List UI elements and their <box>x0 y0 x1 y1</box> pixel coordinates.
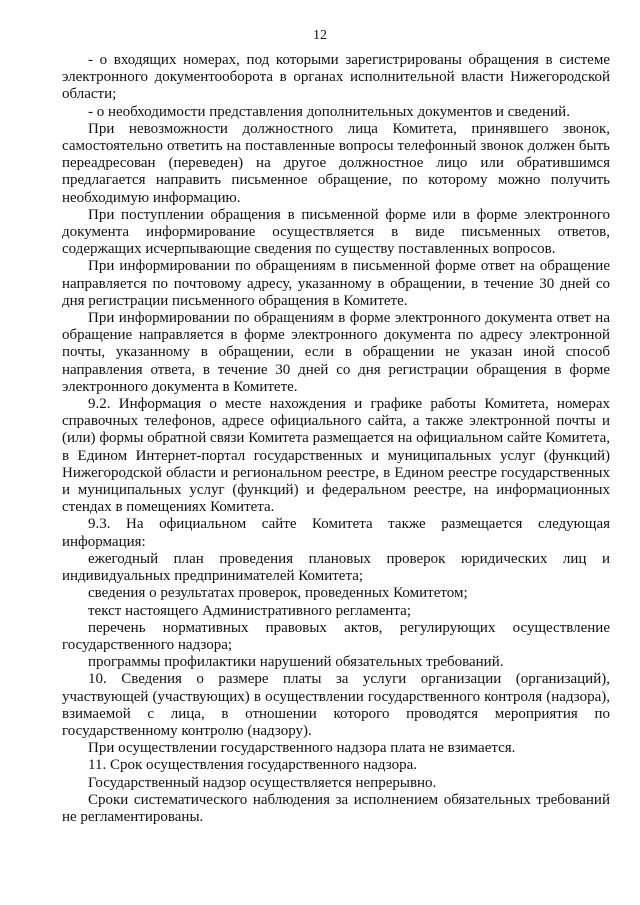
paragraph: перечень нормативных правовых актов, регулирующих осуществление государственного надзора; <box>62 619 610 653</box>
paragraph: При информировании по обращениям в письменной форме ответ на обращение направляется по почтовому адресу, указанному в обращении, в течение 30 дней со дня регистрации письменного обращения в Комитете. <box>62 258 610 309</box>
paragraph: - о входящих номерах, под которыми зарегистрированы обращения в системе электронного документооборота в органах исполнительной власти Нижегородской области; <box>62 52 610 103</box>
paragraph: текст настоящего Административного регламента; <box>88 602 411 619</box>
paragraph: 10. Сведения о размере платы за услуги организации (организаций), участвующей (участвующих) в осуществлении государственного контроля (надзора), взимаемой с лица, в отношении которого проводятся мероприятия по государственному контролю (надзору). <box>62 671 610 739</box>
paragraph: 9.3. На официальном сайте Комитета также размещается следующая информация: <box>62 516 610 550</box>
paragraph: - о необходимости представления дополнительных документов и сведений. <box>88 103 570 120</box>
paragraph: При невозможности должностного лица Комитета, принявшего звонок, самостоятельно ответить на поставленные вопросы телефонный звонок должен быть переадресован (переведен) на другое должностное лицо или обратившимся предлагается направить письменное обращение, по которому можно получить необходимую информацию. <box>62 120 610 206</box>
paragraph: программы профилактики нарушений обязательных требований. <box>88 654 504 671</box>
paragraph: сведения о результатах проверок, проведенных Комитетом; <box>88 585 468 602</box>
paragraph: Государственный надзор осуществляется непрерывно. <box>88 774 437 791</box>
paragraph: 9.2. Информация о месте нахождения и графике работы Комитета, номерах справочных телефонов, адресе официального сайта, а также электронной почты и (или) формы обратной связи Комитета размещается на официальном сайте Комитета, в Едином Интернет-портал государственных и муниципальных услуг (функций) Нижегородской области и региональном реестре, в Едином реестре государственных и муниципальных услуг (функций) и федеральном реестре, на информационных стендах в помещениях Комитета. <box>62 396 610 516</box>
document-body <box>62 52 610 826</box>
paragraph: ежегодный план проведения плановых проверок юридических лиц и индивидуальных предпринимателей Комитета; <box>62 550 610 585</box>
paragraph: При осуществлении государственного надзора плата не взимается. <box>88 740 516 757</box>
page-number: 12 <box>313 28 327 43</box>
paragraph: Сроки систематического наблюдения за исполнением обязательных требований не регламентированы. <box>62 791 610 825</box>
paragraph: При информировании по обращениям в форме электронного документа ответ на обращение направляется в форме электронного документа по адресу электронной почты, указанному в обращении, если в обращении не указан иной способ направления ответа, в течение 30 дней со дня регистрации обращения в форме электронного документа в Комитете. <box>62 310 610 395</box>
paragraph: 11. Срок осуществления государственного надзора. <box>88 757 417 774</box>
paragraph: При поступлении обращения в письменной форме или в форме электронного документа информирование осуществляется в виде письменных ответов, содержащих исчерпывающие сведения по существу поставленных вопросов. <box>62 206 610 258</box>
